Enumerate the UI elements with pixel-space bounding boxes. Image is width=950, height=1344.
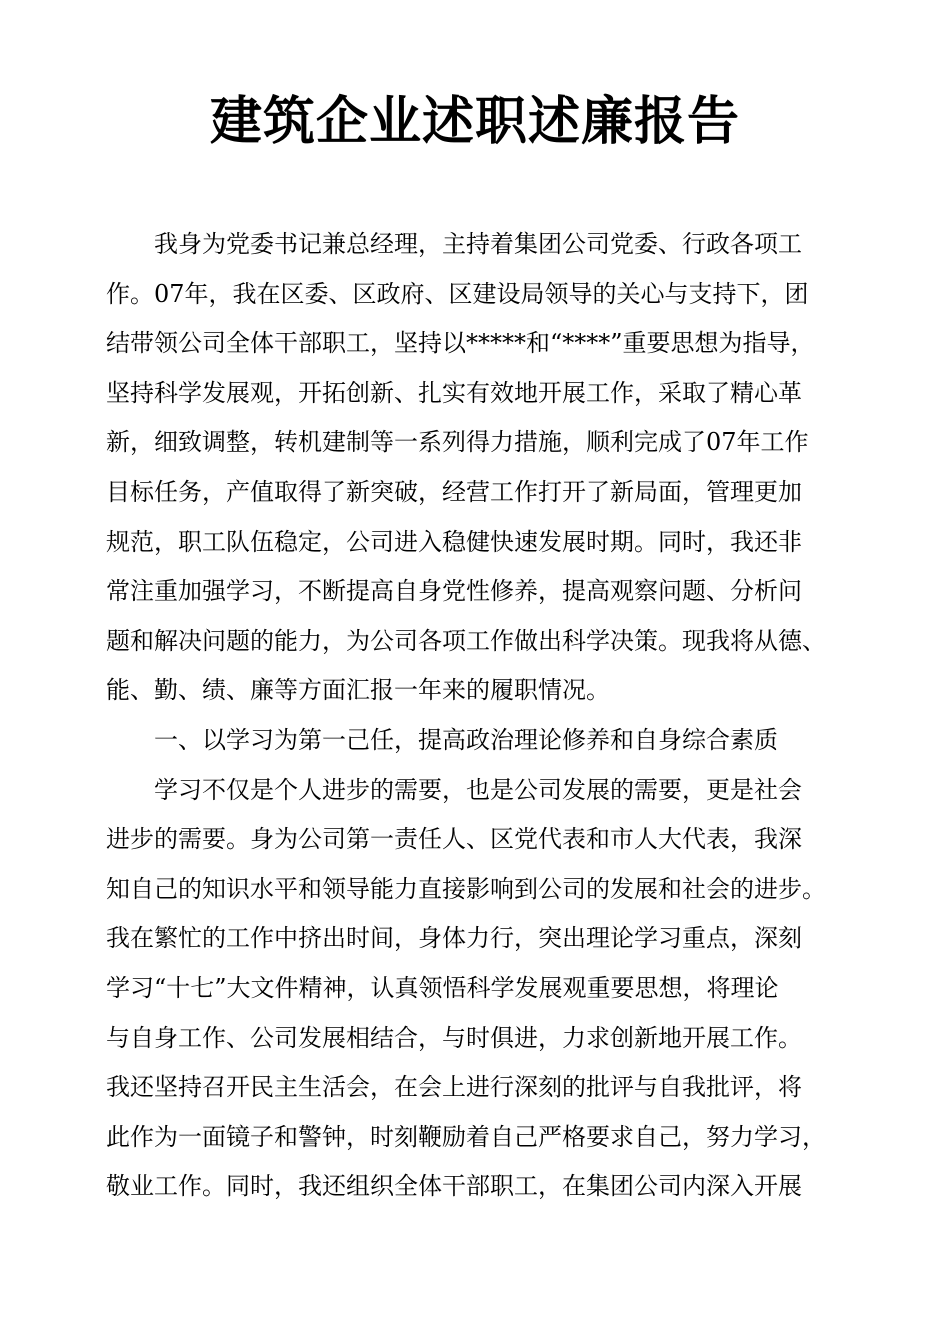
document-title: 建筑企业述职述廉报告 — [209, 92, 740, 152]
text-line: 此作为一面镜子和警钟，时刻鞭励着自己严格要求自己，努力学习， — [106, 1122, 826, 1151]
text-line: 目标任务，产值取得了新突破，经营工作打开了新局面，管理更加 — [106, 477, 802, 506]
text-line: 敬业工作。同时，我还组织全体干部职工，在集团公司内深入开展 — [106, 1172, 802, 1201]
document-body — [106, 220, 854, 1212]
text-line: 作。07年，我在区委、区政府、区建设局领导的关心与支持下，团 — [106, 279, 809, 308]
text-line: 规范，职工队伍稳定，公司进入稳健快速发展时期。同时，我还非 — [106, 527, 802, 556]
text-line: 学习不仅是个人进步的需要，也是公司发展的需要，更是社会 — [154, 775, 802, 804]
text-line: 常注重加强学习，不断提高自身党性修养，提高观察问题、分析问 — [106, 577, 802, 606]
text-line: 结带领公司全体干部职工，坚持以*****和“****”重要思想为指导， — [106, 329, 815, 358]
text-line: 一、以学习为第一己任，提高政治理论修养和自身综合素质 — [154, 725, 778, 754]
text-line: 知自己的知识水平和领导能力直接影响到公司的发展和社会的进步。 — [106, 874, 826, 903]
text-line: 学习“十七”大文件精神，认真领悟科学发展观重要思想，将理论 — [106, 973, 779, 1002]
text-line: 我还坚持召开民主生活会，在会上进行深刻的批评与自我批评，将 — [106, 1073, 802, 1102]
text-line: 与自身工作、公司发展相结合，与时俱进，力求创新地开展工作。 — [106, 1023, 802, 1052]
text-line: 我身为党委书记兼总经理，主持着集团公司党委、行政各项工 — [154, 230, 802, 258]
text-line: 坚持科学发展观，开拓创新、扎实有效地开展工作，采取了精心革 — [106, 378, 802, 407]
text-line: 题和解决问题的能力，为公司各项工作做出科学决策。现我将从德、 — [106, 626, 826, 655]
text-line: 进步的需要。身为公司第一责任人、区党代表和市人大代表，我深 — [106, 825, 802, 854]
text-line: 能、勤、绩、廉等方面汇报一年来的履职情况。 — [106, 676, 610, 705]
text-line: 新，细致调整，转机建制等一系列得力措施，顺利完成了07年工作 — [106, 428, 809, 457]
text-line: 我在繁忙的工作中挤出时间，身体力行，突出理论学习重点，深刻 — [106, 924, 802, 953]
